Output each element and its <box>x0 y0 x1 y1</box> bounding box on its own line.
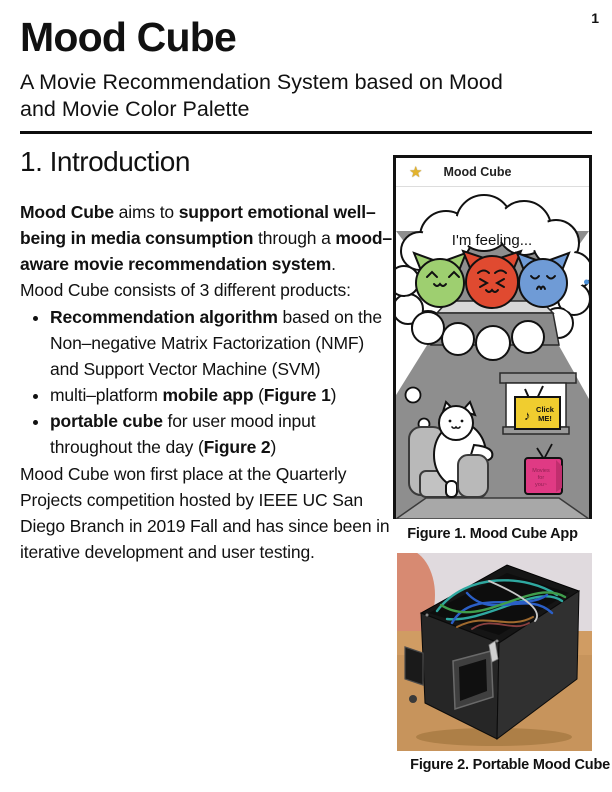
app-bar <box>396 158 589 187</box>
cube-photo <box>397 553 592 751</box>
header-divider <box>20 131 592 134</box>
app-bar-title: Mood Cube <box>443 165 512 179</box>
click-me-sign <box>515 397 560 429</box>
selection-handle-dot <box>584 280 589 285</box>
figure1-mood-cube-app <box>393 155 592 519</box>
svg-text:you~: you~ <box>534 482 548 488</box>
section-heading-introduction: 1. Introduction <box>20 146 190 177</box>
figure2-caption: Figure 2. Portable Mood Cube <box>410 757 610 773</box>
introduction-text <box>20 199 396 565</box>
page-subtitle <box>20 69 503 123</box>
page-number: 1 <box>591 10 599 26</box>
list-item: • multi–platform mobile app (Figure 1) <box>50 382 396 408</box>
subtitle-line-2: and Movie Color Palette <box>20 97 250 121</box>
thought-text: I'm feeling... <box>451 232 533 249</box>
intro-paragraph-3: Mood Cube won first place at the Quarterly Projects competition hosted by IEEE UC San Diego Branch in 2019 Fall and has since been in iterative development and user testing. <box>20 464 390 562</box>
room-floor <box>396 498 589 519</box>
intro-paragraph-2: Mood Cube consists of 3 different products: <box>20 280 351 300</box>
happy-cat-icon <box>414 253 466 307</box>
svg-text:for: for <box>537 475 545 481</box>
star-icon: ★ <box>409 163 423 181</box>
subtitle-line-1: A Movie Recommendation System based on Mood <box>20 70 503 94</box>
svg-text:Movies: Movies <box>532 468 550 474</box>
chair-arm <box>458 455 488 497</box>
products-list <box>20 304 396 460</box>
figure2-mood-cube-photo <box>397 553 592 751</box>
list-item: • portable cube for user mood input throughout the day (Figure 2) <box>50 408 396 460</box>
mood-cartoon <box>396 187 589 519</box>
svg-text:Click: Click <box>536 405 554 414</box>
page-title: Mood Cube <box>20 14 236 60</box>
angry-cat-icon <box>463 251 521 308</box>
figure1-caption: Figure 1. Mood Cube App <box>407 526 578 542</box>
sad-cat-icon <box>517 253 569 307</box>
music-note-icon: ♪ <box>524 408 531 423</box>
svg-text:ME!: ME! <box>538 414 552 423</box>
list-item: • Recommendation algorithm based on the Non–negative Matrix Factorization (NMF) and Support Vector Machine (SVM) <box>50 304 396 382</box>
intro-paragraph-1: Mood Cube aims to support emotional well–being in media consumption through a mood–aware movie recommendation system. <box>20 202 392 274</box>
